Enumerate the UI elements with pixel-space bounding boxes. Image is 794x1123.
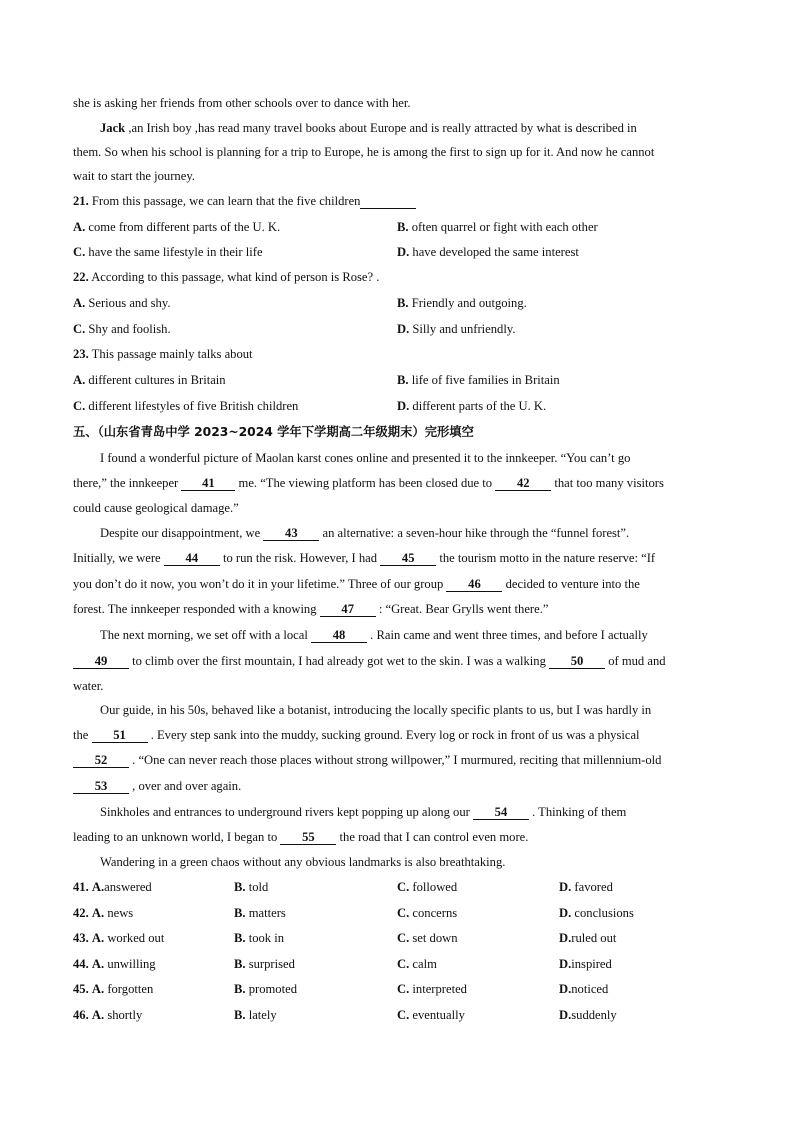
cloze-line: I found a wonderful picture of Maolan karst cones online and presented it to the innkeeper. “You can’t go — [100, 451, 631, 465]
option-46-d: D.suddenly — [559, 1008, 617, 1022]
cloze-line: forest. The innkeeper responded with a knowing 47 : “Great. Bear Grylls went there.” — [73, 602, 549, 616]
cloze-line: there,” the innkeeper 41 me. “The viewing platform has been closed due to 42 that too many visitors — [73, 476, 664, 490]
blank-53: 53 — [73, 780, 129, 794]
intro-line-2: Jack ,an Irish boy ,has read many travel books about Europe and is really attracted by what is described in — [100, 121, 637, 135]
q22-option-c: C. Shy and foolish. — [73, 322, 171, 336]
question-22: 22. According to this passage, what kind of person is Rose? . — [73, 270, 380, 284]
cloze-line: 52 . “One can never reach those places without strong willpower,” I murmured, reciting that millennium-old — [73, 752, 661, 768]
option-43-d: D.ruled out — [559, 931, 617, 945]
q22-option-b: B. Friendly and outgoing. — [397, 296, 527, 310]
intro-line-3: them. So when his school is planning for a trip to Europe, he is among the first to sign up for it. And now he cannot — [73, 145, 655, 159]
option-41-d: D. favored — [559, 880, 613, 894]
cloze-line: leading to an unknown world, I began to 55 the road that I can control even more. — [73, 830, 529, 844]
q23-option-a: A. different cultures in Britain — [73, 373, 226, 387]
cloze-line: The next morning, we set off with a local 48 . Rain came and went three times, and before I actually — [100, 628, 648, 642]
option-46-a: 46. A. shortly — [73, 1008, 143, 1022]
option-45-c: C. interpreted — [397, 982, 467, 996]
option-41-c: C. followed — [397, 880, 458, 894]
cloze-line: you don’t do it now, you won’t do it in your lifetime.” Three of our group 46 decided to venture into the — [73, 577, 640, 591]
blank-45: 45 — [380, 552, 436, 566]
blank-49: 49 — [73, 655, 129, 669]
q22-option-d: D. Silly and unfriendly. — [397, 322, 516, 336]
blank-43: 43 — [263, 527, 319, 541]
option-45-a: 45. A. forgotten — [73, 982, 154, 996]
cloze-line: water. — [73, 679, 104, 693]
cloze-line: Wandering in a green chaos without any obvious landmarks is also breathtaking. — [100, 855, 506, 869]
blank-44: 44 — [164, 552, 220, 566]
q23-option-b: B. life of five families in Britain — [397, 373, 560, 387]
q23-option-c: C. different lifestyles of five British children — [73, 399, 299, 413]
option-45-b: B. promoted — [234, 982, 297, 996]
option-43-c: C. set down — [397, 931, 458, 945]
option-42-b: B. matters — [234, 906, 286, 920]
q22-option-a: A. Serious and shy. — [73, 296, 171, 310]
blank-50: 50 — [549, 655, 605, 669]
option-44-c: C. calm — [397, 957, 437, 971]
blank-46: 46 — [446, 578, 502, 592]
option-46-b: B. lately — [234, 1008, 277, 1022]
blank-42: 42 — [495, 477, 551, 491]
option-42-d: D. conclusions — [559, 906, 634, 920]
blank-55: 55 — [280, 831, 336, 845]
q21-option-c: C. have the same lifestyle in their life — [73, 245, 263, 259]
q21-option-b: B. often quarrel or fight with each other — [397, 220, 598, 234]
option-41-b: B. told — [234, 880, 269, 894]
option-43-b: B. took in — [234, 931, 285, 945]
intro-line-1: she is asking her friends from other schools over to dance with her. — [73, 96, 411, 110]
cloze-line: the 51 . Every step sank into the muddy, sucking ground. Every log or rock in front of us was a physical — [73, 728, 640, 742]
cloze-line: Our guide, in his 50s, behaved like a botanist, introducing the locally specific plants to us, but I was hardly in — [100, 703, 652, 717]
option-42-a: 42. A. news — [73, 906, 134, 920]
question-21: 21. From this passage, we can learn that the five children — [73, 193, 416, 209]
cloze-line: 53 , over and over again. — [73, 778, 241, 794]
blank-54: 54 — [473, 806, 529, 820]
blank-41: 41 — [181, 477, 235, 491]
option-43-a: 43. A. worked out — [73, 931, 165, 945]
blank-51: 51 — [92, 729, 148, 743]
option-42-c: C. concerns — [397, 906, 458, 920]
question-23: 23. This passage mainly talks about — [73, 347, 253, 361]
q23-option-d: D. different parts of the U. K. — [397, 399, 547, 413]
cloze-line: 49 to climb over the first mountain, I had already got wet to the skin. I was a walking 50 of mud and — [73, 653, 666, 669]
intro-line-4: wait to start the journey. — [73, 169, 195, 183]
option-44-d: D.inspired — [559, 957, 612, 971]
option-45-d: D.noticed — [559, 982, 609, 996]
option-44-a: 44. A. unwilling — [73, 957, 156, 971]
option-44-b: B. surprised — [234, 957, 295, 971]
section-heading: 五、（山东省青岛中学 2023~2024 学年下学期高二年级期末）完形填空 — [73, 425, 474, 439]
jack-name: Jack — [100, 121, 126, 135]
cloze-line: Sinkholes and entrances to underground rivers kept popping up along our 54 . Thinking of them — [100, 805, 627, 819]
answer-blank — [360, 195, 416, 209]
blank-48: 48 — [311, 629, 367, 643]
blank-47: 47 — [320, 603, 376, 617]
q21-option-a: A. come from different parts of the U. K. — [73, 220, 281, 234]
option-46-c: C. eventually — [397, 1008, 465, 1022]
cloze-line: Initially, we were 44 to run the risk. However, I had 45 the tourism motto in the nature reserve: “If — [73, 551, 656, 565]
q21-option-d: D. have developed the same interest — [397, 245, 579, 259]
option-41-a: 41. A.answered — [73, 880, 152, 894]
cloze-line: could cause geological damage.” — [73, 501, 239, 515]
cloze-line: Despite our disappointment, we 43 an alternative: a seven-hour hike through the “funnel forest”. — [100, 526, 630, 540]
blank-52: 52 — [73, 754, 129, 768]
